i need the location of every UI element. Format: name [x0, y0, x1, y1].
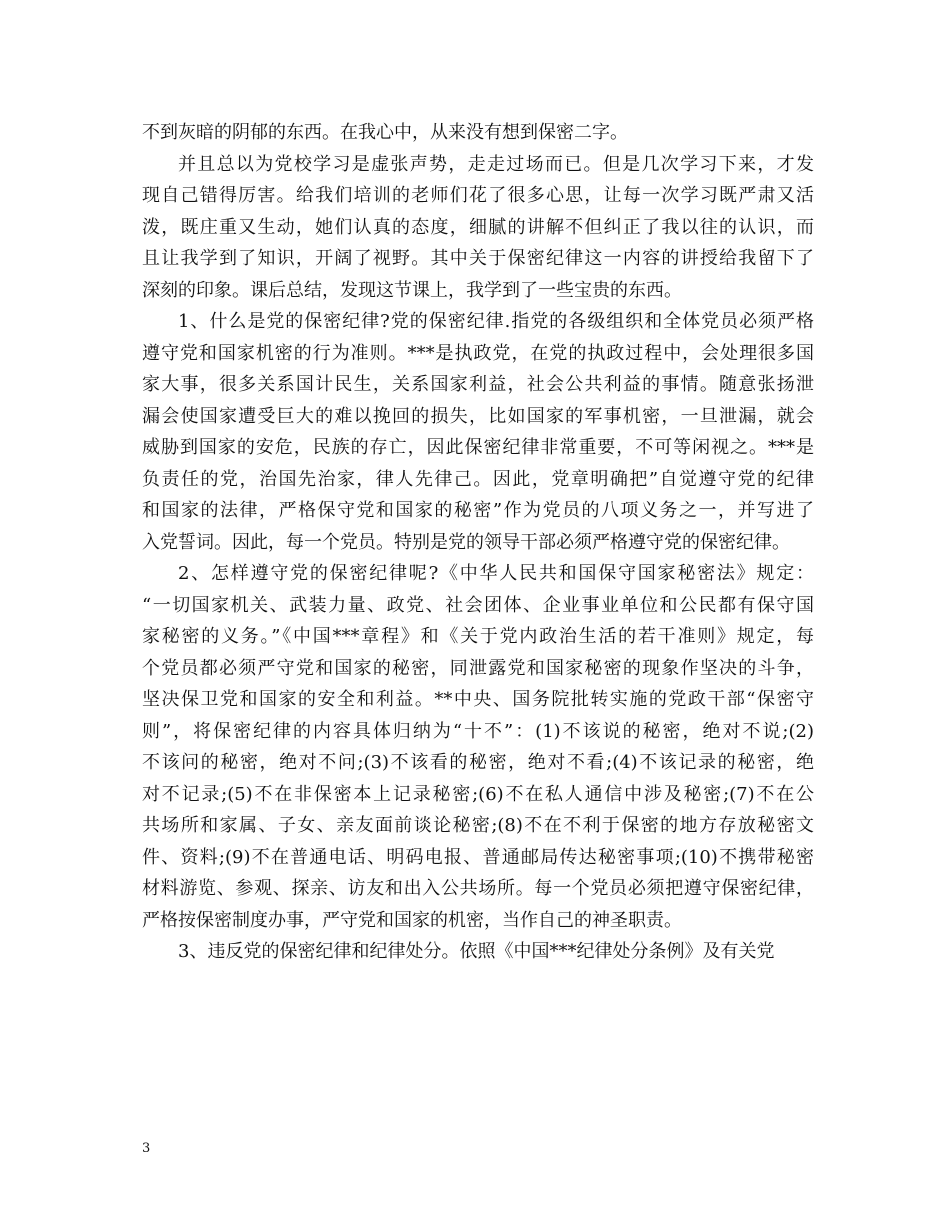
paragraph	[142, 117, 814, 149]
text-line: 不到灰暗的阴郁的东西。在我心中，从来没有想到保密二字。	[142, 122, 628, 143]
text-line: 负责任的党，治国先治家，律人先律己。因此，党章明确把”自觉遵守党的纪律	[142, 468, 814, 490]
text-line: 个党员都必须严守党和国家的秘密，同泄露党和国家秘密的现象作坚决的斗争，	[142, 657, 814, 679]
text-line: “一切国家机关、武装力量、政党、社会团体、企业事业单位和公民都有保守国	[142, 594, 814, 616]
page-number: 3	[142, 1141, 151, 1156]
paragraph	[142, 558, 814, 936]
text-line: 共场所和家属、子女、亲友面前谈论秘密;(8)不在不利于保密的地方存放秘密文	[142, 815, 814, 836]
document-body	[142, 117, 814, 968]
text-line: 漏会使国家遭受巨大的难以挽回的损失，比如国家的军事机密，一旦泄漏，就会	[142, 405, 814, 427]
text-line: 2、怎样遵守党的保密纪律呢?《中华人民共和国保守国家秘密法》规定：	[178, 563, 814, 584]
text-line: 不该问的秘密，绝对不问;(3)不该看的秘密，绝对不看;(4)不该记录的秘密，绝	[142, 752, 814, 773]
text-line: 坚决保卫党和国家的安全和利益。**中央、国务院批转实施的党政干部“保密守	[142, 689, 814, 710]
text-line: 材料游览、参观、探亲、访友和出入公共场所。每一个党员必须把遵守保密纪律，	[142, 878, 814, 899]
text-line: 1、什么是党的保密纪律?党的保密纪律.指党的各级组织和全体党员必须严格	[178, 311, 814, 332]
text-line: 则”，将保密纪律的内容具体归纳为“十不”：(1)不该说的秘密，绝对不说;(2)	[142, 720, 814, 742]
paragraph	[142, 306, 814, 558]
text-line: 件、资料;(9)不在普通电话、明码电报、普通邮局传达秘密事项;(10)不携带秘密	[142, 846, 814, 868]
paragraph	[142, 936, 814, 968]
text-line: 家秘密的义务。”《中国***章程》和《关于党内政治生活的若干准则》规定，每	[142, 626, 814, 647]
text-line: 遵守党和国家机密的行为准则。***是执政党，在党的执政过程中，会处理很多国	[142, 342, 814, 364]
text-line: 威胁到国家的安危，民族的存亡，因此保密纪律非常重要，不可等闲视之。***是	[142, 437, 814, 458]
text-line: 家大事，很多关系国计民生，关系国家利益，社会公共利益的事情。随意张扬泄	[142, 374, 814, 395]
text-line: 严格按保密制度办事，严守党和国家的机密，当作自己的神圣职责。	[142, 909, 682, 931]
text-line: 且让我学到了知识，开阔了视野。其中关于保密纪律这一内容的讲授给我留下了	[142, 248, 814, 269]
text-line: 深刻的印象。课后总结，发现这节课上，我学到了一些宝贵的东西。	[142, 279, 682, 301]
paragraph	[142, 149, 814, 307]
text-line: 现自己错得厉害。给我们培训的老师们花了很多心思，让每一次学习既严肃又活	[142, 185, 814, 206]
text-line: 并且总以为党校学习是虚张声势，走走过场而已。但是几次学习下来，才发	[178, 153, 814, 175]
text-line: 泼，既庄重又生动，她们认真的态度，细腻的讲解不但纠正了我以往的认识，而	[142, 216, 814, 238]
text-line: 3、违反党的保密纪律和纪律处分。依照《中国***纪律处分条例》及有关党	[178, 941, 775, 962]
text-line: 和国家的法律，严格保守党和国家的秘密”作为党员的八项义务之一，并写进了	[142, 500, 814, 521]
text-line: 对不记录;(5)不在非保密本上记录秘密;(6)不在私人通信中涉及秘密;(7)不在公	[142, 783, 814, 805]
text-line: 入党誓词。因此，每一个党员。特别是党的领导干部必须严格遵守党的保密纪律。	[142, 531, 790, 553]
